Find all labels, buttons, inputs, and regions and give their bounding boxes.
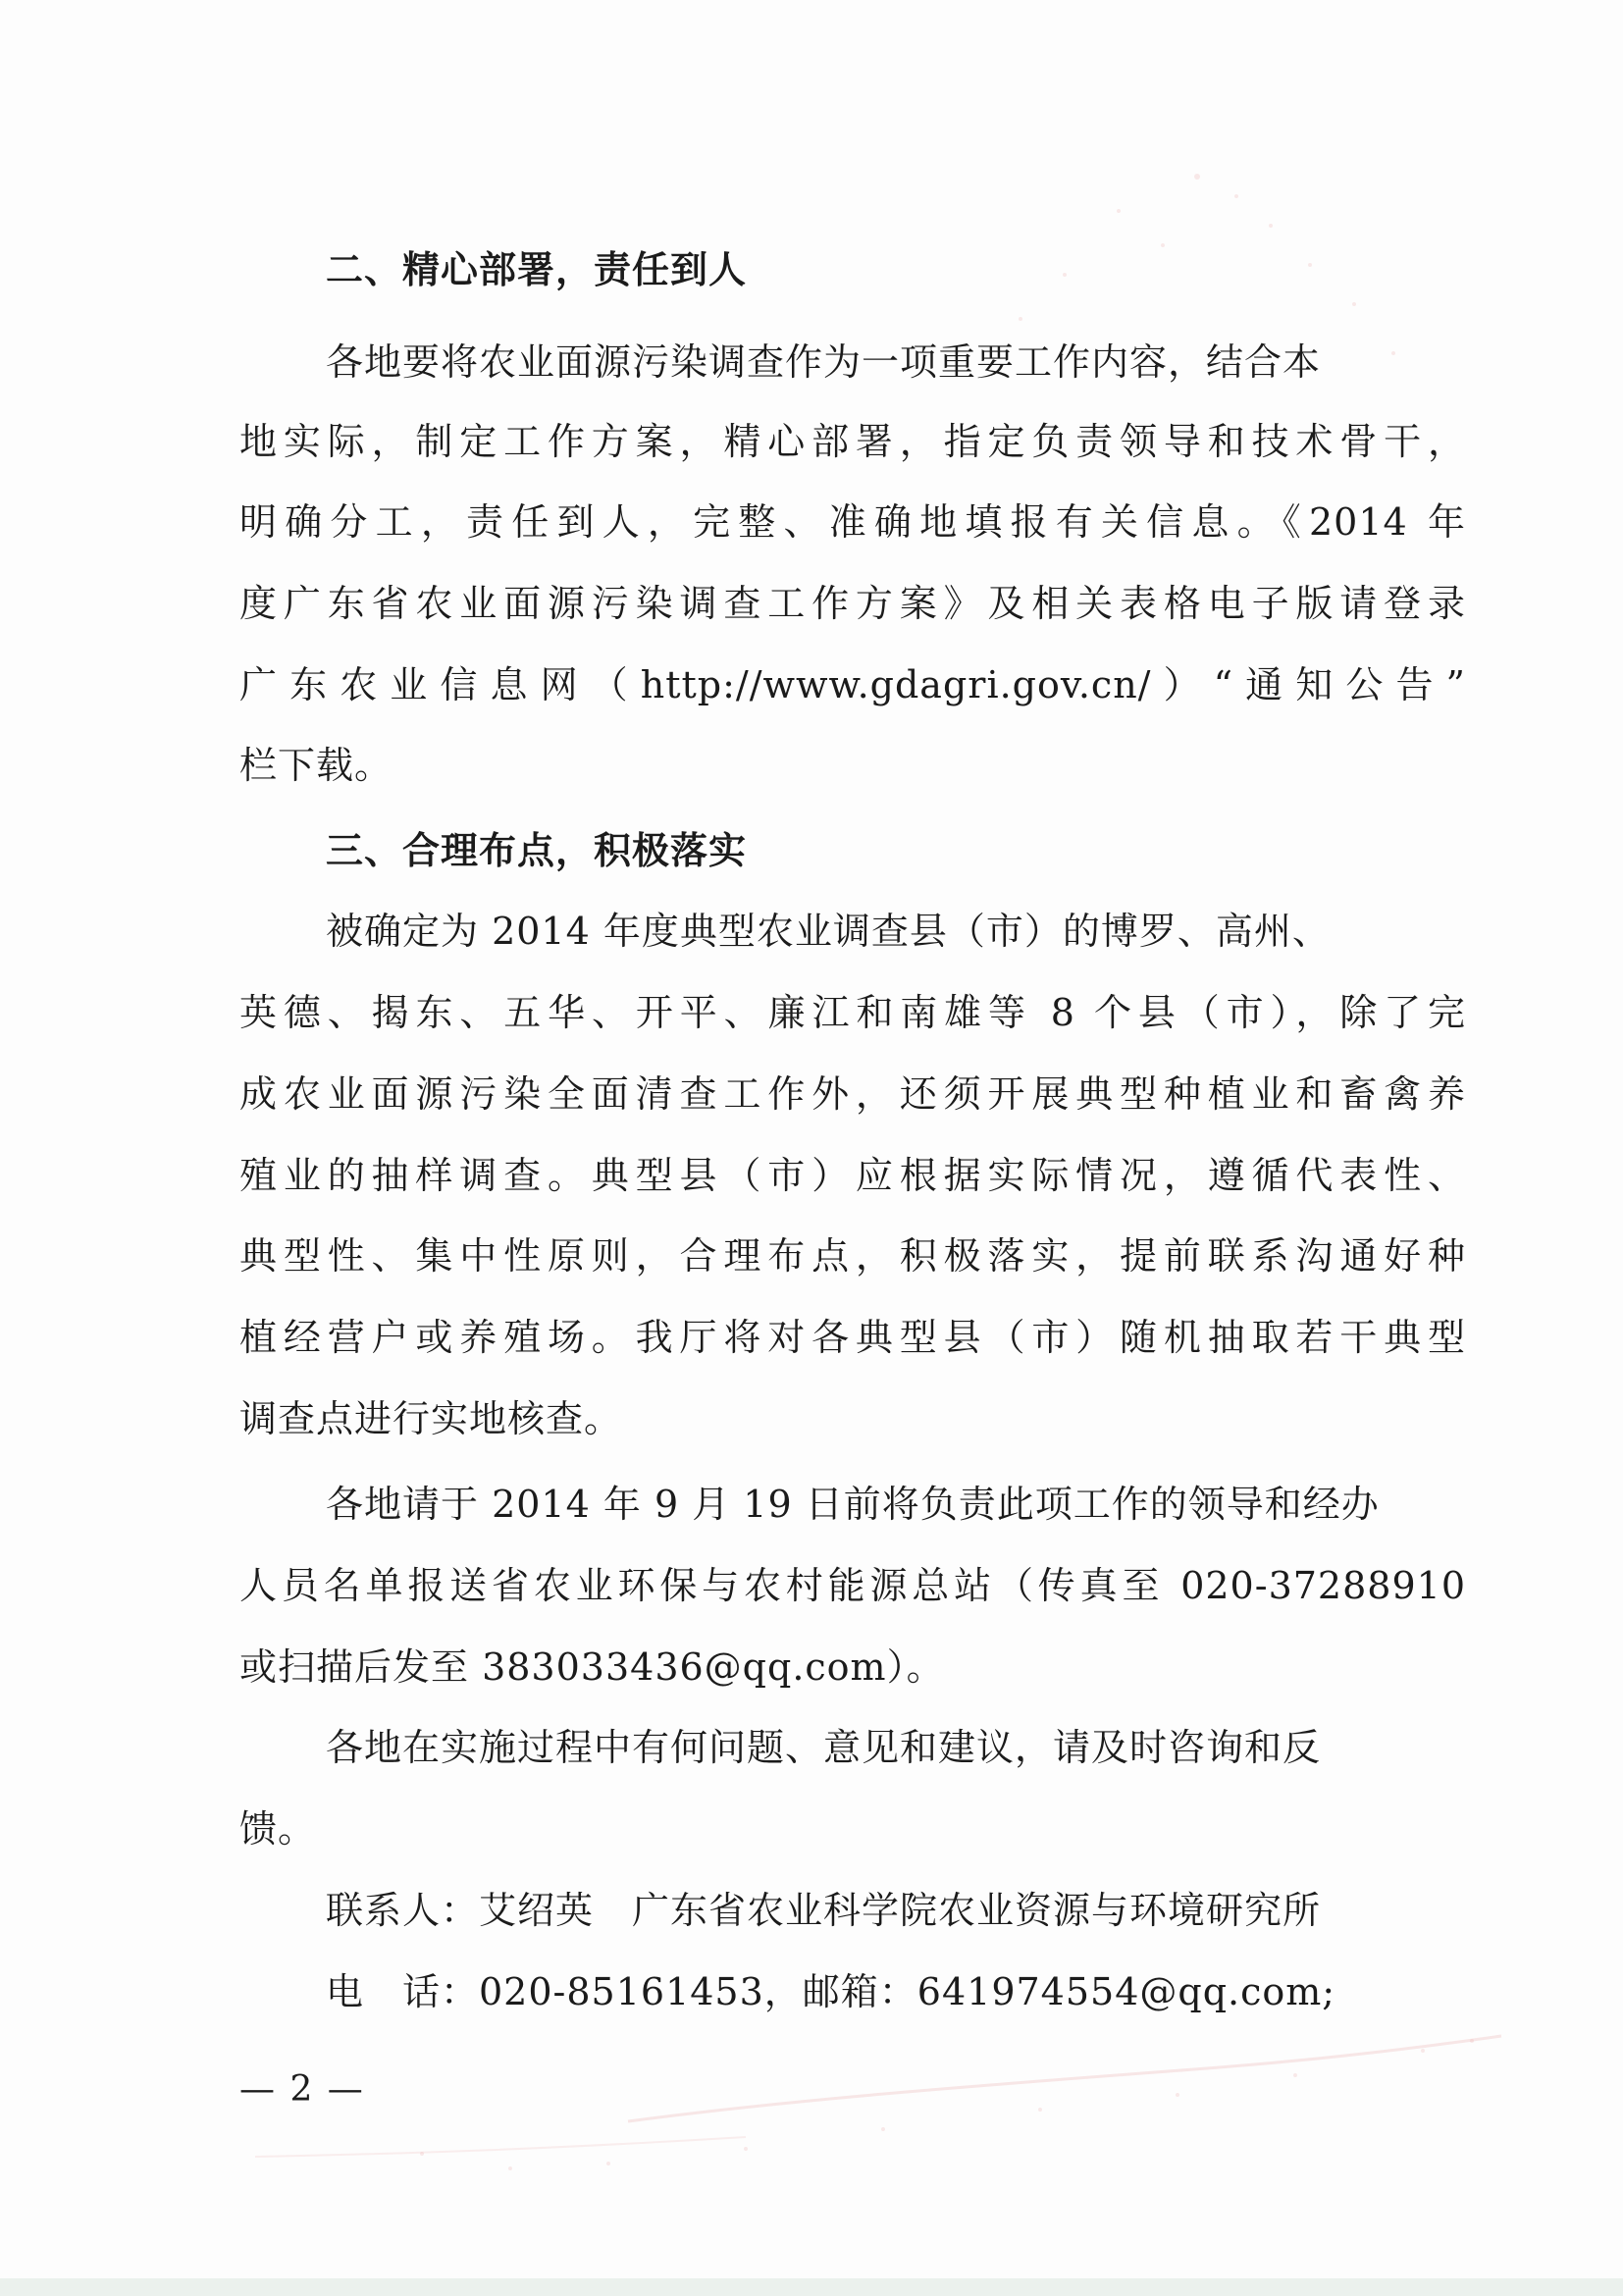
scan-edge: [0, 2278, 1623, 2296]
contact-person: 联系人：艾绍英 广东省农业科学院农业资源与环境研究所: [326, 1889, 1322, 1932]
paragraph-line: 广东农业信息网（http://www.gdagri.gov.cn/）“通知公告”: [239, 663, 1466, 706]
page-number: — 2 —: [239, 2069, 365, 2110]
paragraph-line: 栏下载。: [239, 744, 393, 787]
paragraph-line: 地实际，制定工作方案，精心部署，指定负责领导和技术骨干，: [239, 420, 1466, 463]
paragraph-line: 殖业的抽样调查。典型县（市）应根据实际情况，遵循代表性、: [239, 1154, 1466, 1197]
paragraph-line: 各地请于 2014 年 9 月 19 日前将负责此项工作的领导和经办: [326, 1483, 1380, 1526]
paragraph-line: 馈。: [239, 1807, 317, 1851]
contact-phone-email: 电 话：020-85161453，邮箱：641974554@qq.com;: [326, 1970, 1336, 2013]
paragraph-line: 成农业面源污染全面清查工作外，还须开展典型种植业和畜禽养: [239, 1072, 1466, 1116]
section-heading-deployment: 二、精心部署，责任到人: [326, 248, 748, 291]
paragraph-line: 各地要将农业面源污染调查作为一项重要工作内容，结合本: [326, 340, 1322, 384]
paragraph-line: 度广东省农业面源污染调查工作方案》及相关表格电子版请登录: [239, 582, 1466, 625]
paragraph-line: 或扫描后发至 383033436@qq.com）。: [239, 1645, 945, 1689]
paragraph-line: 典型性、集中性原则，合理布点，积极落实，提前联系沟通好种: [239, 1234, 1466, 1278]
section-heading-layout: 三、合理布点，积极落实: [326, 829, 748, 872]
paragraph-line: 各地在实施过程中有何问题、意见和建议，请及时咨询和反: [326, 1726, 1322, 1769]
paragraph-line: 调查点进行实地核查。: [239, 1397, 623, 1440]
paragraph-line: 英德、揭东、五华、开平、廉江和南雄等 8 个县（市），除了完: [239, 991, 1466, 1034]
paragraph-line: 植经营户或养殖场。我厅将对各典型县（市）随机抽取若干典型: [239, 1316, 1466, 1359]
paragraph-line: 被确定为 2014 年度典型农业调查县（市）的博罗、高州、: [326, 910, 1331, 953]
paragraph-line: 明确分工，责任到人，完整、准确地填报有关信息。《2014 年: [239, 500, 1466, 544]
paragraph-line: 人员名单报送省农业环保与农村能源总站（传真至 020-37288910: [239, 1564, 1466, 1607]
